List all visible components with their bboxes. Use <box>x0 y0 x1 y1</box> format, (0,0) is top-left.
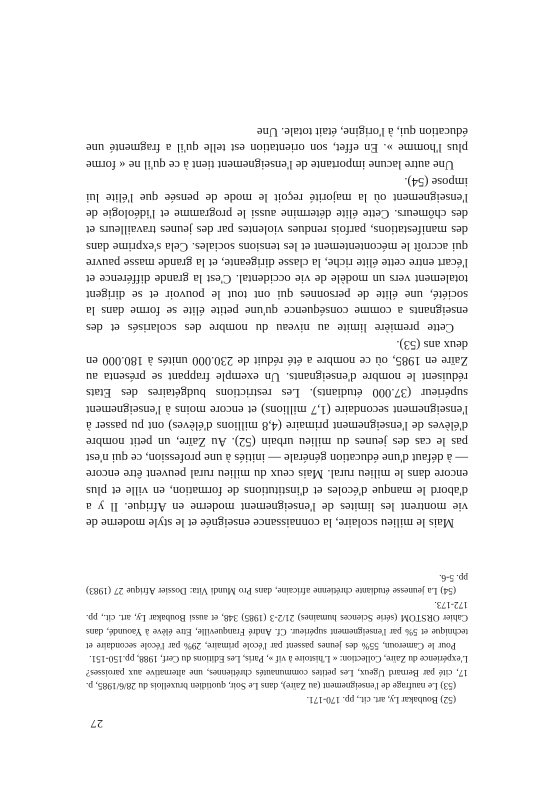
footnotes <box>86 569 468 705</box>
page-number: 27 <box>90 717 103 731</box>
footnote-54: (54) La jeunesse étudiante chrétienne africaine, dans Pro Mundi Vita: Dossier Afrique 27 (1983) pp. 5-6. <box>86 571 468 596</box>
footnote-52: (52) Boubakar Ly, art. cit., pp. 170-171. <box>306 694 456 704</box>
paragraph: Mais le milieu scolaire, la connaissance enseignée et le style moderne de vie montrent les limites de l'enseignement moderne en Afrique. Il y a d'abord le manque d'écoles et d'institutions de formation, en ville et plus encore dans le milieu rural. Mais ceux du milieu rural peuvent être encore — à défaut d'une éducation générale — initiés à une profession, ce qui n'est pas le cas des jeunes du milieu urbain (52). Au Zaïre, un petit nombre d'élèves de l'enseignement primaire (4,8 millions d'élèves) ont pu passer à l'enseignement secondaire (1,7 millions) et encore moins à l'enseignement supérieur (37.000 étudiants). Les restrictions budgétaires des Etats réduisent le nombre d'enseignants. Un exemple frappant se présenta au Zaïre en 1985, où ce nombre a été réduit de 230.000 unités à 180.000 en deux ans (53). <box>86 337 468 530</box>
footnote-53: (53) Le naufrage de l'enseignement (au Zaïre), dans Le Soir, quotidien bruxellois du 28/6/1985, p. 17, cité par Bernard Ugeux, Les petites communautés chrétiennes, une alternative aux paroisses? L'expérience du Zaïre, Collection: « L'histoire à vif », Paris, Les Editions du Cerf, 1988, pp.150-151. <box>86 653 468 691</box>
paragraph: Cette première limite au niveau du nombre des scolarisés et des enseignants a comme conséquence qu'une petite élite se forme dans la société, une élite de personnes qui ont tout le pouvoir et se dirigent totalement vers un modèle de vie occidental. C'est la grande différence et l'écart entre cette élite riche, la classe dirigeante, et la grande masse pauvre qui accroît le mécontentement et les tensions sociales. Cela s'exprime dans des manifestations, parfois rendues violentes par des jeunes travailleurs et des chômeurs. Cette élite détermine aussi le programme et l'idéologie de l'enseignement où la majorité reçoit le mode de pensée que l'élite lui impose (54). <box>86 174 468 335</box>
footnote-53-continued: Pour le Cameroun, 55% des jeunes passent par l'école primaire, 29% par l'école secondaire et technique et 5% par l'enseignement supérieur. Cf. André Franqueville, Etre élève à Yaoundé, dans Cahier ORSTOM (série Sciences humaines) 21/2-3 (1985) 348, et aussi Boubakar Ly, art. cit., pp. 172-173. <box>86 598 468 650</box>
main-text <box>86 124 468 531</box>
paragraph: Une autre lacune importante de l'enseignement tient à ce qu'il ne « forme plus l'homme ». En effet, son orientation est telle qu'il a fragmenté une éducation qui, à l'origine, était totale. Une <box>86 125 468 172</box>
